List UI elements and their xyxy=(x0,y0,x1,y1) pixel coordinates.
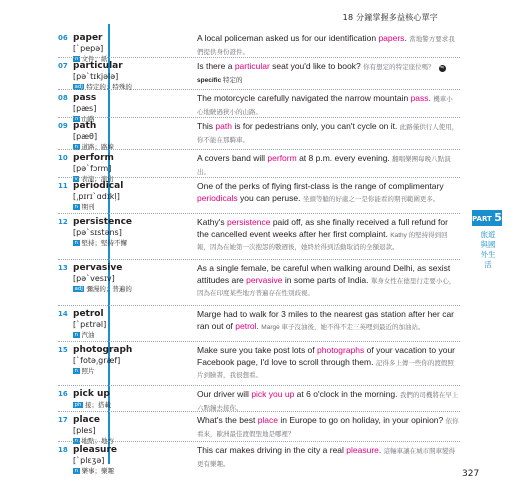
entry-ipa: [pəˋfɔrm] xyxy=(73,164,112,173)
example-text: Make sure you take post lots of xyxy=(197,345,318,355)
entry-number: 07 xyxy=(58,62,68,70)
pos-badge: n xyxy=(74,438,78,444)
entry-ipa: [pəˋvesɪv] xyxy=(73,274,115,283)
entry-example xyxy=(197,415,459,440)
entry-number: 14 xyxy=(58,310,68,318)
entry-example xyxy=(197,217,459,254)
example-translation: Kathy 的堅持得到回報，因為在她第一次抱怨的數週後，她終於得到活動取消的全額退款。 xyxy=(197,231,448,251)
entry-definition: 表演；演出 xyxy=(81,175,114,183)
example-highlight: pleasure xyxy=(346,445,379,455)
entry-pos-def xyxy=(73,366,95,375)
pos-badge: n xyxy=(74,204,78,210)
entry-pos-def xyxy=(73,330,95,339)
entry-word: pervasive xyxy=(73,263,123,273)
entry-definition: 照片 xyxy=(81,367,95,375)
synonym-def: 特定的 xyxy=(223,76,243,84)
example-highlight: pass xyxy=(410,93,429,103)
entry-word: periodical xyxy=(73,181,124,191)
example-text: Kathy's xyxy=(197,217,227,227)
entry-word: particular xyxy=(73,61,123,71)
entry-definition: 堅持；堅持不懈 xyxy=(81,239,127,247)
entry-pos-def xyxy=(73,400,111,409)
example-text-end: . xyxy=(428,93,431,103)
entry-example xyxy=(197,121,459,146)
entry-ipa: [ples] xyxy=(73,426,96,435)
entry-example xyxy=(197,61,459,86)
example-highlight: pervasive xyxy=(246,274,283,285)
part-label: PART xyxy=(472,215,492,223)
example-text-end: of your vacation to your Facebook page, I'd love to scroll through them. xyxy=(197,345,455,367)
example-text-end: . xyxy=(256,320,259,331)
example-highlight: papers xyxy=(378,33,405,43)
entry-example xyxy=(197,93,459,118)
entry-word: place xyxy=(73,415,101,425)
entry-definition: 特定的；特殊的 xyxy=(86,83,132,91)
example-text: A local policeman asked us for our identification xyxy=(197,33,379,43)
entry-number: 12 xyxy=(58,218,68,226)
entry-number: 10 xyxy=(58,154,68,162)
pos-badge: v xyxy=(74,176,78,182)
entry-separator xyxy=(58,305,460,306)
part-tab xyxy=(472,210,502,226)
entry-number: 15 xyxy=(58,346,68,354)
entry-ipa: [ˋpepə] xyxy=(73,44,104,53)
example-text-end: paid off, as she finally received a full refund for the cancelled event weeks after her first complaint. xyxy=(197,217,448,239)
entry-number: 09 xyxy=(58,122,68,130)
example-highlight: particular xyxy=(234,61,270,71)
example-translation: 坐頭等艙的好處之一是你能看的期刊範圍更多。 xyxy=(302,195,440,203)
example-text: This car makes driving in the city a real xyxy=(197,445,347,455)
example-text: One of the perks of flying first-class is the range of complimentary xyxy=(197,181,444,191)
entry-example xyxy=(197,33,459,58)
entry-separator xyxy=(58,57,460,58)
example-translation: 這輛車讓在城市開車變得更有樂趣。 xyxy=(197,448,456,468)
example-text: Our driver will xyxy=(197,389,252,399)
entry-ipa: [ˋpɛtrəl] xyxy=(73,320,107,329)
entry-number: 08 xyxy=(58,94,68,102)
entry-word: paper xyxy=(73,33,103,43)
entry-example xyxy=(197,345,459,382)
entry-separator xyxy=(58,341,460,342)
entry-word: petrol xyxy=(73,309,104,319)
entry-number: 13 xyxy=(58,264,68,272)
example-highlight: perform xyxy=(267,153,297,163)
entry-pos-def xyxy=(73,202,95,211)
entry-word: pleasure xyxy=(73,445,118,455)
entry-number: 17 xyxy=(58,416,68,424)
entry-example xyxy=(197,445,459,470)
entry-number: 06 xyxy=(58,34,68,42)
entry-definition: 彌漫的；普遍的 xyxy=(86,285,132,293)
entry-example xyxy=(197,309,459,333)
part-number: 5 xyxy=(494,211,502,224)
entry-word: path xyxy=(73,121,97,131)
example-translation: 翻唱樂團每晚八點演出。 xyxy=(197,156,451,176)
example-highlight: photographs xyxy=(317,345,365,355)
example-translation: 機車小心地駛過狹小的山路。 xyxy=(197,96,453,116)
entry-definition: 山路 xyxy=(81,115,95,123)
example-translation: 單身女性在德里行走要小心，因為在印度某些地方普遍存在性別歧視。 xyxy=(197,277,456,297)
example-text: This xyxy=(197,121,216,131)
pos-badge: adj xyxy=(74,286,83,292)
example-text-end: is for pedestrians only, you can't cycle on it. xyxy=(231,121,398,131)
example-translation: 記得多上傳一些你的渡假照片到臉書，我很想看。 xyxy=(197,359,454,379)
entry-number: 16 xyxy=(58,390,68,398)
pos-badge: n xyxy=(74,468,78,474)
example-text-end: in some parts of India. xyxy=(282,274,369,285)
example-text: Is there a xyxy=(197,61,235,71)
example-highlight: persistence xyxy=(226,217,271,227)
entry-number: 11 xyxy=(58,182,68,190)
example-translation: 依你看來，歐洲最佳渡假聖地是哪裡？ xyxy=(197,418,459,438)
entry-definition: 道路；路線 xyxy=(81,143,114,151)
pos-badge: n xyxy=(74,332,78,338)
example-translation: 此路僅供行人使用，你不能在那騎車。 xyxy=(197,124,459,144)
entry-word: photograph xyxy=(73,345,133,355)
page-number: 327 xyxy=(462,469,480,479)
entry-word: persistence xyxy=(73,217,133,227)
entry-ipa: [pæθ] xyxy=(73,132,98,141)
entry-ipa: [ˋplɛʒə] xyxy=(73,456,105,465)
entry-separator xyxy=(58,441,460,442)
entry-separator xyxy=(58,213,460,214)
example-text-end: you can peruse. xyxy=(237,192,301,203)
entry-pos-def xyxy=(73,284,132,293)
entry-ipa: [pæs] xyxy=(73,104,97,113)
entry-separator xyxy=(58,385,460,386)
entry-ipa: [pəˋsɪstəns] xyxy=(73,228,122,237)
example-translation: Marge 車子沒油後，她不得不走三英哩到最近的加油站。 xyxy=(261,323,425,331)
entry-word: pick up xyxy=(73,389,110,399)
example-highlight: pick you up xyxy=(251,389,295,399)
entry-example xyxy=(197,153,459,178)
entry-pos-def xyxy=(73,238,127,247)
pos-badge: n xyxy=(74,368,78,374)
entry-word: perform xyxy=(73,153,114,163)
pos-badge: adj xyxy=(74,84,83,90)
example-highlight: path xyxy=(215,121,232,131)
example-text: As a single female, be careful when walking around Delhi, as sexist attitudes are xyxy=(197,263,451,285)
example-text: Marge had to walk for 3 miles to the nearest gas station after her car ran out of xyxy=(197,309,455,331)
pos-badge: ph xyxy=(74,402,82,408)
part-vertical-title: 旅遊與國外生活 xyxy=(480,230,496,269)
example-highlight: periodicals xyxy=(197,192,238,203)
example-text-end: in Europe to go on holiday, in your opinion? xyxy=(278,415,444,425)
entry-definition: 樂事；樂趣 xyxy=(81,467,114,475)
example-text: The motorcycle carefully navigated the narrow mountain xyxy=(197,93,411,103)
entry-separator xyxy=(58,89,460,90)
entry-number: 18 xyxy=(58,446,68,454)
pos-badge: n xyxy=(74,116,78,122)
example-text-end: at 8 p.m. every evening. xyxy=(296,153,390,163)
entry-separator xyxy=(58,149,460,150)
example-translation: 我們的司機將在早上六點鐘去接你。 xyxy=(197,392,459,412)
entry-ipa: [pəˋtɪkjələ] xyxy=(73,72,119,81)
example-text: What's the best xyxy=(197,415,258,425)
example-text-end: . xyxy=(378,445,382,455)
synonym-word: specific xyxy=(197,76,222,84)
pos-badge: n xyxy=(74,240,78,246)
entry-definition: 地點；地方 xyxy=(81,437,114,445)
synonym-icon: ≒ xyxy=(439,65,445,71)
entry-definition: 期刊 xyxy=(81,203,95,211)
entry-definition: 文件：紙 xyxy=(81,55,108,63)
entry-example xyxy=(197,263,459,300)
pos-badge: n xyxy=(74,144,78,150)
entry-separator xyxy=(58,117,460,118)
entry-example xyxy=(197,181,459,205)
example-text-end: at 6 o'clock in the morning. xyxy=(294,389,398,399)
entry-separator xyxy=(58,411,460,412)
entry-pos-def xyxy=(73,466,114,475)
example-text: A covers band will xyxy=(197,153,268,163)
pos-badge: n xyxy=(74,56,78,62)
example-translation: 你有想定的特定座位嗎？ xyxy=(363,64,435,71)
example-highlight: place xyxy=(257,415,279,425)
example-highlight: petrol xyxy=(235,320,257,331)
example-translation: 當地警方要求我們提供身份證件。 xyxy=(197,36,455,56)
example-text-end: . xyxy=(404,33,407,43)
entry-separator xyxy=(58,177,460,178)
entry-ipa: [͵pɪrɪˋɑdɪkḷ] xyxy=(73,192,120,201)
example-text-end: seat you'd like to book? xyxy=(269,61,361,71)
entry-word: pass xyxy=(73,93,97,103)
entry-ipa: [ˋfotə͵græf] xyxy=(73,356,121,365)
entry-definition: 接；搭載 xyxy=(84,401,111,409)
entry-separator xyxy=(58,259,460,260)
entry-definition: 汽油 xyxy=(81,331,95,339)
running-header: 18 分鐘掌握多益核心單字 xyxy=(342,13,438,22)
